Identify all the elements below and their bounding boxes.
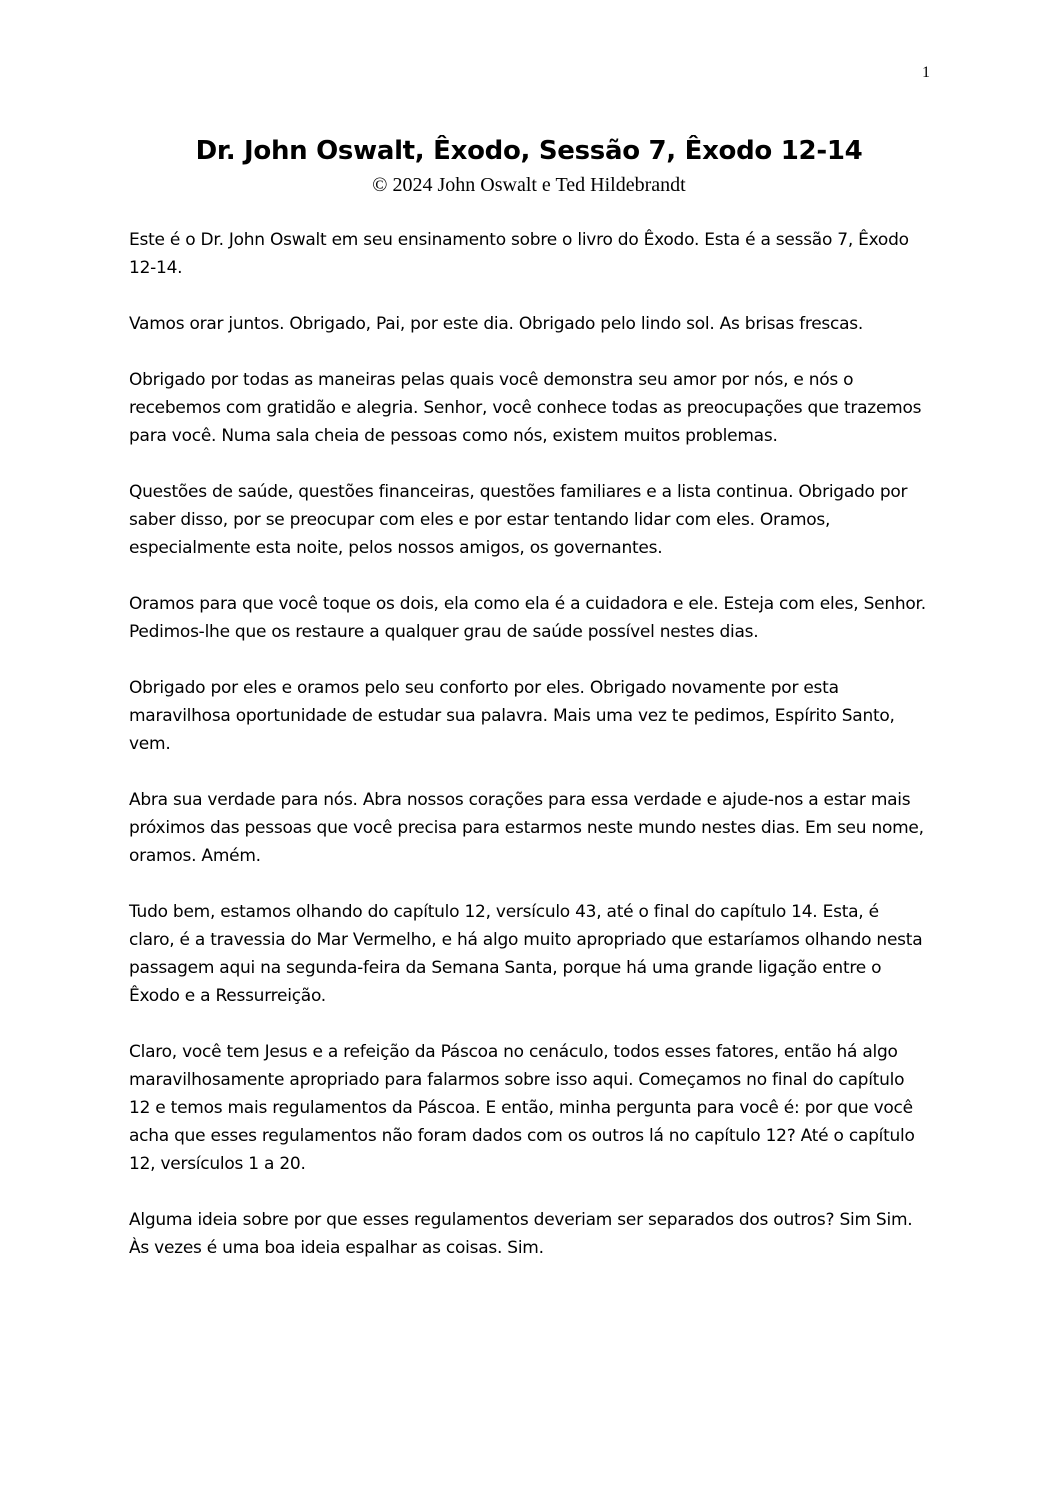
page-number: 1 — [922, 64, 930, 81]
paragraph: Obrigado por eles e oramos pelo seu conforto por eles. Obrigado novamente por esta maravilhosa oportunidade de estudar sua palavra. Mais uma vez te pedimos, Espírito Santo, vem. — [129, 678, 895, 754]
copyright-line: © 2024 John Oswalt e Ted Hildebrandt — [372, 174, 686, 196]
document-body — [129, 226, 929, 1290]
paragraph: Tudo bem, estamos olhando do capítulo 12, versículo 43, até o final do capítulo 14. Esta, é claro, é a travessia do Mar Vermelho, e há algo muito apropriado que estaríamos olhando nesta passagem aqui na segunda-feira da Semana Santa, porque há uma grande ligação entre o Êxodo e a Ressurreição. — [129, 902, 923, 1006]
paragraph: Abra sua verdade para nós. Abra nossos corações para essa verdade e ajude-nos a estar mais próximos das pessoas que você precisa para estarmos neste mundo nestes dias. Em seu nome, oramos. Amém. — [129, 790, 924, 866]
paragraph: Claro, você tem Jesus e a refeição da Páscoa no cenáculo, todos esses fatores, então há algo maravilhosamente apropriado para falarmos sobre isso aqui. Começamos no final do capítulo 12 e temos mais regulamentos da Páscoa. E então, minha pergunta para você é: por que você acha que esses regulamentos não foram dados com os outros lá no capítulo 12? Até o capítulo 12, versículos 1 a 20. — [129, 1042, 915, 1174]
document-title: Dr. John Oswalt, Êxodo, Sessão 7, Êxodo 12-14 — [195, 136, 863, 166]
paragraph: Questões de saúde, questões financeiras, questões familiares e a lista continua. Obrigado por saber disso, por se preocupar com eles e por estar tentando lidar com eles. Oramos, especialmente esta noite, pelos nossos amigos, os governantes. — [129, 482, 908, 558]
paragraph: Este é o Dr. John Oswalt em seu ensinamento sobre o livro do Êxodo. Esta é a sessão 7, Êxodo 12-14. — [129, 230, 909, 278]
paragraph: Obrigado por todas as maneiras pelas quais você demonstra seu amor por nós, e nós o recebemos com gratidão e alegria. Senhor, você conhece todas as preocupações que trazemos para você. Numa sala cheia de pessoas como nós, existem muitos problemas. — [129, 370, 922, 446]
paragraph: Alguma ideia sobre por que esses regulamentos deveriam ser separados dos outros? Sim Sim. Às vezes é uma boa ideia espalhar as coisas. Sim. — [129, 1210, 913, 1258]
paragraph: Oramos para que você toque os dois, ela como ela é a cuidadora e ele. Esteja com eles, Senhor. Pedimos-lhe que os restaure a qualquer grau de saúde possível nestes dias. — [129, 594, 926, 642]
paragraph: Vamos orar juntos. Obrigado, Pai, por este dia. Obrigado pelo lindo sol. As brisas frescas. — [129, 314, 864, 334]
